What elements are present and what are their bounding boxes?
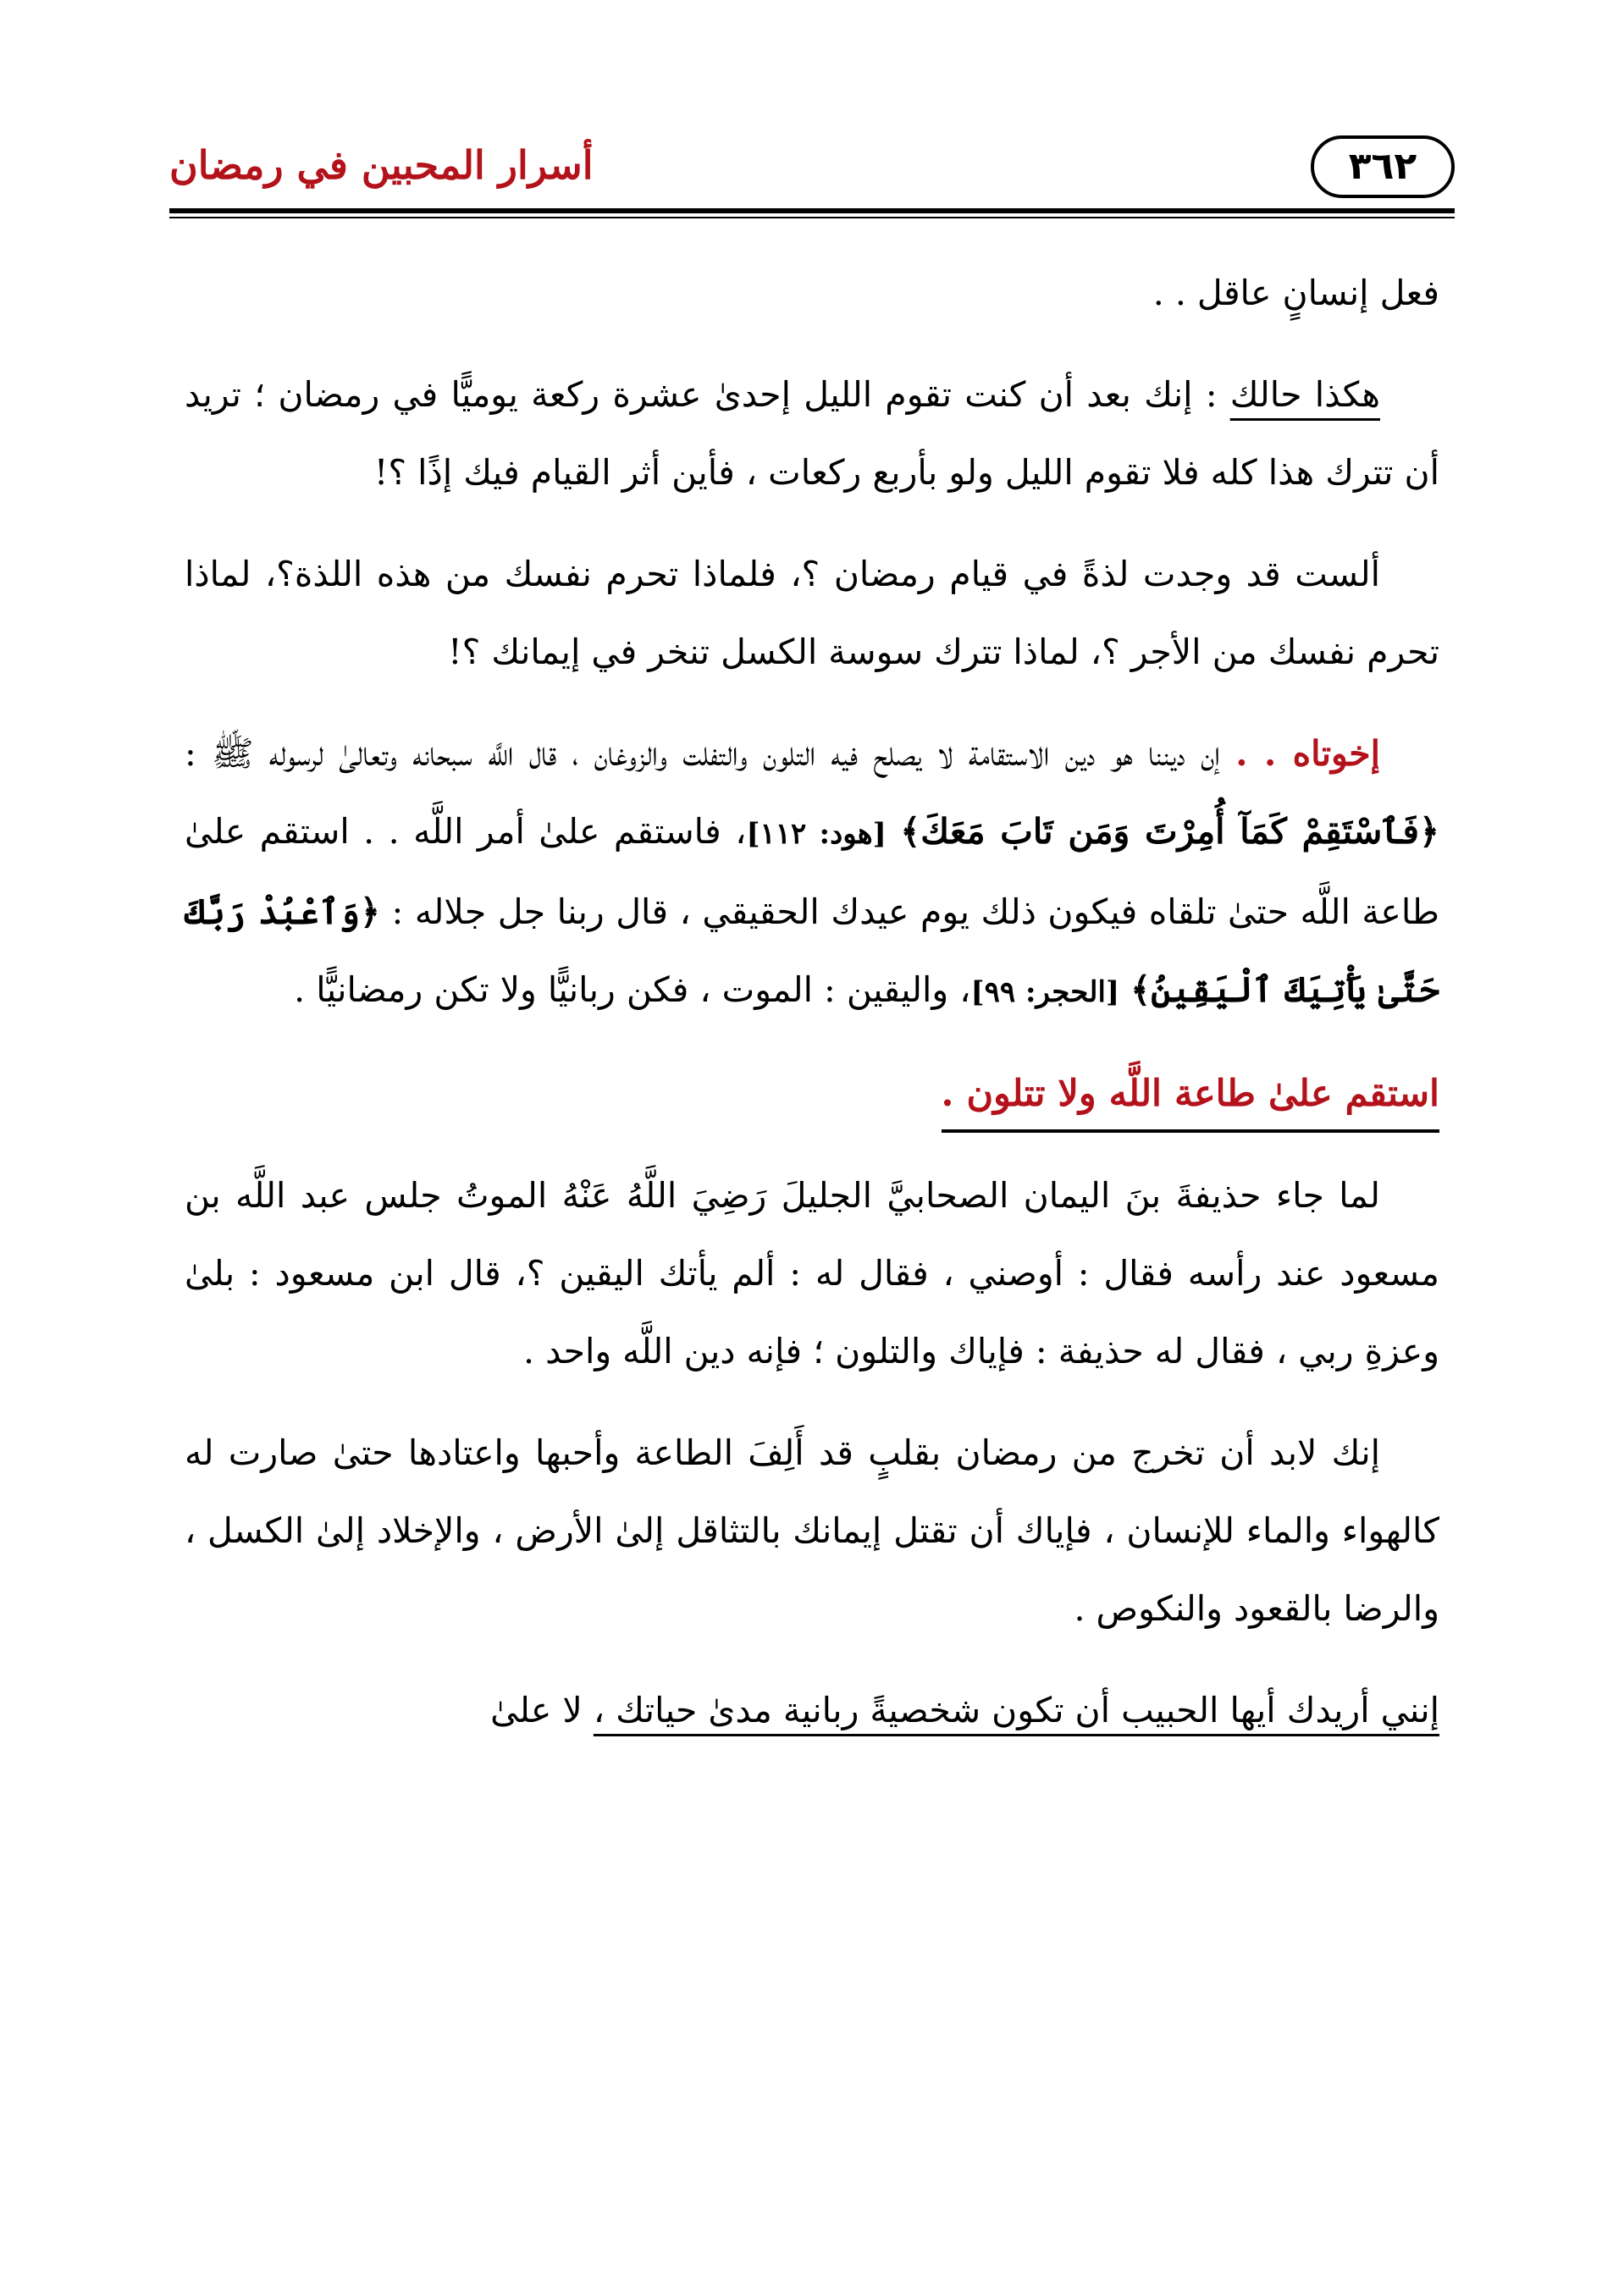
paragraph-4-text-1: إن ديننا هو دين الاستقامة لا يصلح فيه التلون والتفلت والزوغان ، قال اللَّه سبحانه وتعالىٰ لرسوله ﷺ :: [185, 733, 1221, 774]
quran-verse-2: ﴿وَٱعْبُدْ رَبَّكَ حَتَّىٰ يَأْتِيَكَ ٱلْيَقِينُ﴾: [185, 891, 1439, 1010]
paragraph-7-text: لا علىٰ: [490, 1690, 583, 1730]
paragraph-2: [185, 356, 1439, 511]
paragraph-2-lead: هكذا حالك: [1229, 374, 1380, 415]
page-body: [185, 254, 1439, 1749]
paragraph-6: [185, 1414, 1439, 1647]
page-header: [169, 127, 1455, 220]
paragraph-7: [185, 1671, 1439, 1749]
paragraph-5: [185, 1156, 1439, 1390]
book-title: أسرار المحبين في رمضان: [169, 142, 594, 188]
section-subheading: استقم علىٰ طاعة اللَّه ولا تتلون .: [942, 1060, 1439, 1133]
header-rule-thin: [169, 217, 1455, 218]
paragraph-4: [185, 715, 1439, 1031]
paragraph-1: [185, 254, 1439, 332]
paragraph-6-text: إنك لابد أن تخرج من رمضان بقلبٍ قد أَلِفَ الطاعة وأحبها واعتادها حتىٰ صارت له كالهواء والماء للإنسان ، فإياك أن تقتل إيمانك بالتثاقل إلىٰ الأرض ، والإخلاد إلىٰ الكسل ، والرضا بالقعود والنكوص .: [185, 1432, 1439, 1629]
paragraph-3-text: ألست قد وجدت لذةً في قيام رمضان ؟، فلماذا تحرم نفسك من هذه اللذة؟، لماذا تحرم نفسك من الأجر ؟، لماذا تترك سوسة الكسل تنخر في إيمانك ؟!: [185, 554, 1439, 672]
subheading-row: [185, 1055, 1439, 1133]
paragraph-3: [185, 535, 1439, 691]
paragraph-4-lead: إخوتاه . .: [1235, 733, 1380, 774]
header-rule-thick: [169, 208, 1455, 213]
page-number: ٣٦٢: [1311, 135, 1455, 198]
paragraph-2-text: : إنك بعد أن كنت تقوم الليل إحدىٰ عشرة ركعة يوميًّا في رمضان ؛ تريد أن تترك هذا كله فلا تقوم الليل ولو بأربع ركعات ، فأين أثر القيام فيك إذًا ؟!: [185, 374, 1439, 493]
quran-verse-1: ﴿فَٱسْتَقِمْ كَمَآ أُمِرْتَ وَمَن تَابَ مَعَكَ﴾: [900, 811, 1439, 852]
paragraph-5-text: لما جاء حذيفةَ بنَ اليمان الصحابيَّ الجليلَ رَضِيَ اللَّهُ عَنْهُ الموتُ جلس عبد اللَّه بن مسعود عند رأسه فقال : أوصني ، فقال له : ألم يأتك اليقين ؟، قال ابن مسعود : بلىٰ وعزةِ ربي ، فقال له حذيفة : فإياك والتلون ؛ فإنه دين اللَّه واحد .: [185, 1175, 1439, 1372]
paragraph-1-text: فعل إنسانٍ عاقل . .: [1152, 273, 1439, 313]
paragraph-4-text-3: ، واليقين : الموت ، فكن ربانيًّا ولا تكن رمضانيًّا .: [294, 969, 971, 1010]
paragraph-4-text-2: ، فاستقم علىٰ أمر اللَّه . . استقم علىٰ طاعة اللَّه حتىٰ تلقاه فيكون ذلك يوم عيدك الحقيقي ، قال ربنا جل جلاله :: [185, 811, 1439, 932]
verse-reference-2: [الحجر: ٩٩]: [970, 975, 1120, 1009]
verse-reference-1: [هود: ١١٢]: [746, 817, 887, 851]
paragraph-7-lead: إنني أريدك أيها الحبيب أن تكون شخصيةً ربانية مدىٰ حياتك ،: [593, 1690, 1439, 1730]
